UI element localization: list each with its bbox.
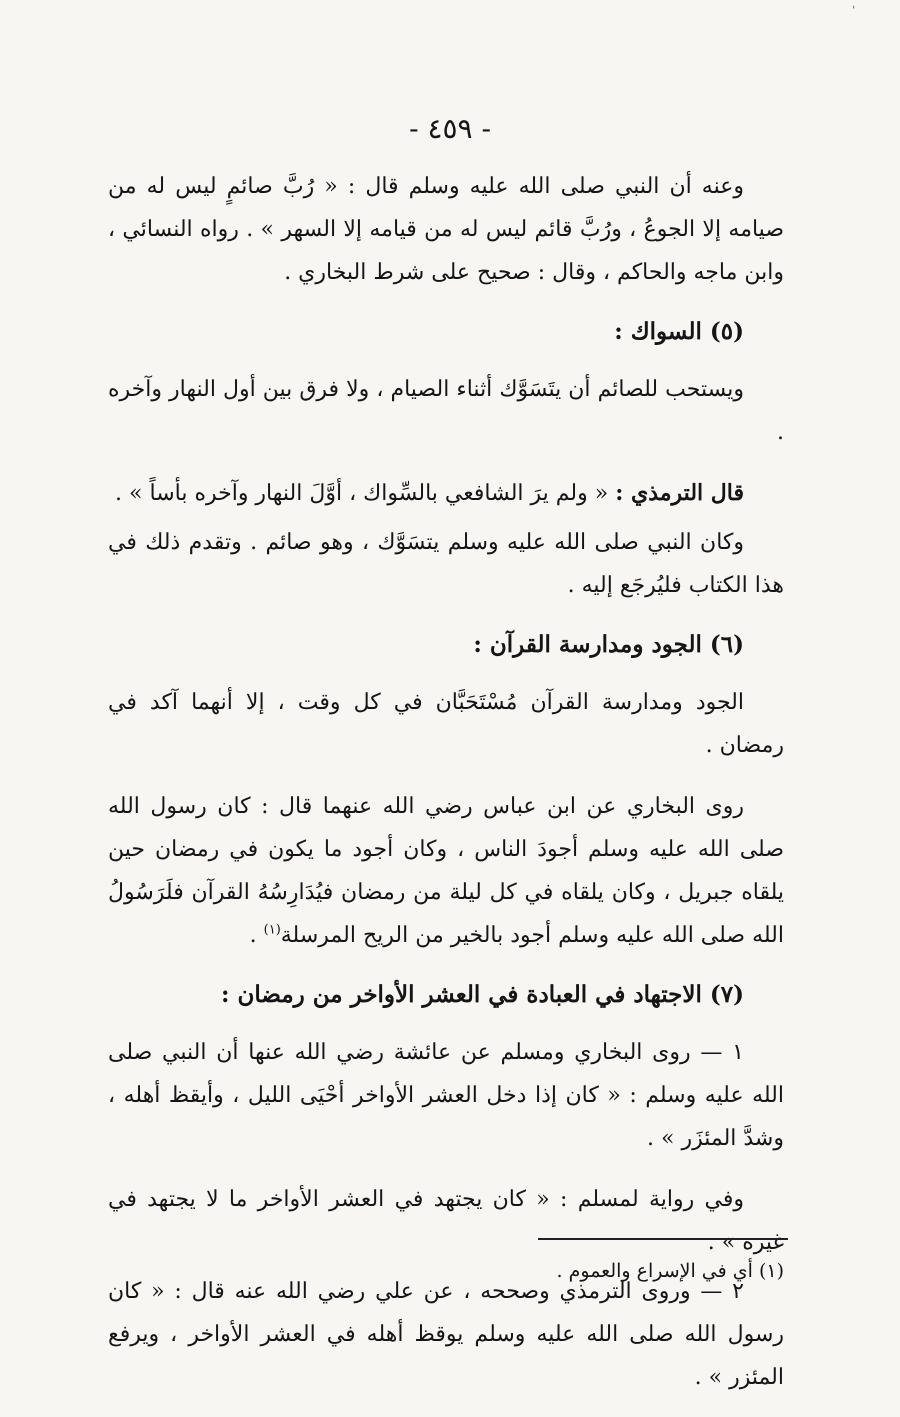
footnote-reference: (١)	[263, 922, 281, 938]
paragraph-aisha-hadith: ١ — روى البخاري ومسلم عن عائشة رضي الله عنها أن النبي صلى الله عليه وسلم : « كان إذا دخل العشر الأواخر أحْيَى الليل ، وأيقظ أهله ، وشدَّ المئزَر » .	[108, 1040, 784, 1151]
paragraph-ali-hadith: ٢ — وروى الترمذي وصححه ، عن علي رضي الله عنه قال : « كان رسول الله صلى الله عليه وسلم يوقظ أهله في العشر الأواخر ، ويرفع المئزر » .	[108, 1279, 784, 1390]
paragraph-tirmidhi-quote	[108, 472, 784, 515]
heading-last-ten-nights: (٧) الاجتهاد في العبادة في العشر الأواخر من رمضان :	[221, 981, 744, 1008]
heading-siwak: (٥) السواك :	[614, 318, 744, 345]
heading-generosity-quran: (٦) الجود ومدارسة القرآن :	[473, 631, 744, 658]
ibn-abbas-text: روى البخاري عن ابن عباس رضي الله عنهما قال : كان رسول الله صلى الله عليه وسلم أجودَ الناس ، وكان أجود ما يكون في رمضان حين يلقاه جبريل ، وكان يلقاه في كل ليلة من رمضان فيُدَارِسُهُ القرآن فلَرَسُولُ الله صلى الله عليه وسلم أجود بالخير من الريح المرسلة	[108, 794, 784, 948]
paragraph-siwak: ويستحب للصائم أن يتَسَوَّك أثناء الصيام ، ولا فرق بين أول النهار وآخره .	[108, 377, 784, 445]
tirmidhi-quote-text: « ولم يرَ الشافعي بالسِّواك ، أوَّلَ النهار وآخره بأساً » .	[115, 481, 616, 506]
paragraph-ibn-abbas	[108, 785, 784, 957]
tirmidhi-label: قال الترمذي :	[615, 480, 744, 506]
paragraph-muslim-narration: وفي رواية لمسلم : « كان يجتهد في العشر الأواخر ما لا يجتهد في غيره » .	[108, 1187, 784, 1255]
page-body	[108, 165, 784, 1417]
footnote: (١) أي في الإسراع والعموم .	[556, 1260, 784, 1282]
scan-mark: ˈ	[852, 4, 856, 18]
footnote-divider	[538, 1238, 788, 1240]
page-number: - ٤٥٩ -	[409, 112, 491, 145]
ibn-abbas-end: .	[249, 923, 264, 948]
paragraph-prophet-siwak: وكان النبي صلى الله عليه وسلم يتسَوَّك ، وهو صائم . وتقدم ذلك في هذا الكتاب فليُرجَع إليه .	[108, 530, 784, 598]
paragraph-fasting-hadith: وعنه أن النبي صلى الله عليه وسلم قال : « رُبَّ صائمٍ ليس له من صيامه إلا الجوعُ ، ورُبَّ قائم ليس له من قيامه إلا السهر » . رواه النسائي ، وابن ماجه والحاكم ، وقال : صحيح على شرط البخاري .	[108, 174, 784, 285]
paragraph-generosity: الجود ومدارسة القرآن مُسْتَحَبَّان في كل وقت ، إلا أنهما آكد في رمضان .	[108, 690, 784, 758]
